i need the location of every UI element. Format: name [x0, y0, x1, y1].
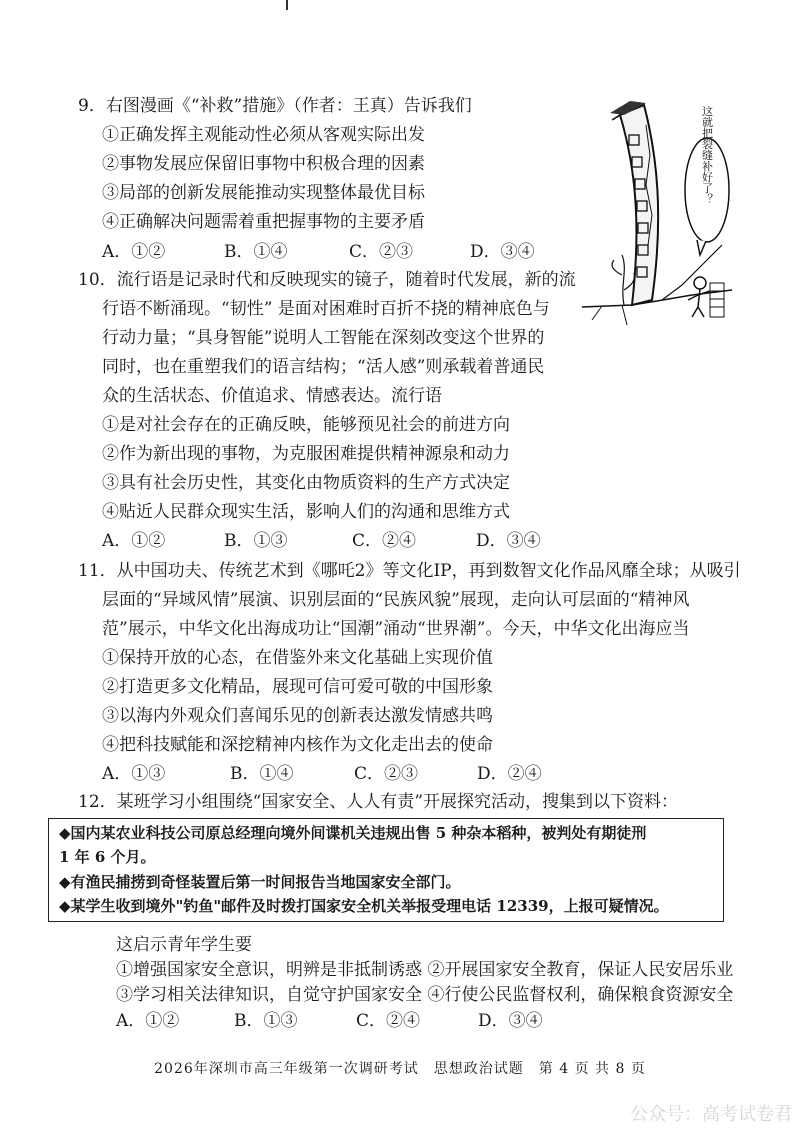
page-footer: 2026年深圳市高三年级第一次调研考试 思想政治试题 第 4 页 共 8 页	[154, 1061, 646, 1077]
q12-material-3: ◆某学生收到境外"钓鱼"邮件及时拨打国家安全机关举报受理电话 12339，上报可疑情况。	[59, 897, 669, 915]
q9-option-a[interactable]: A．①②	[102, 242, 166, 262]
q11-item-3: ③以海内外观众们喜闻乐见的创新表达激发情感共鸣	[102, 706, 493, 726]
q11-option-d[interactable]: D．②④	[477, 764, 542, 784]
watermark: 公众号：高考试卷君	[630, 1104, 792, 1125]
q10-item-2: ②作为新出现的事物，为克服困难提供精神源泉和动力	[102, 444, 510, 464]
q9-stem: 9．右图漫画《“补救”措施》（作者：王真）告诉我们	[78, 96, 472, 116]
bubble-text: 这就把裂缝补好了？	[700, 105, 714, 205]
q11-item-4: ④把科技赋能和深挖精神内核作为文化走出去的使命	[102, 735, 493, 755]
q10-item-3: ③具有社会历史性，其变化由物质资料的生产方式决定	[102, 473, 510, 493]
q10-stem-line-5: 众的生活状态、价值追求、情感表达。流行语	[102, 386, 442, 406]
q10-option-b[interactable]: B．①③	[224, 531, 288, 551]
q12-items-line-1: ①增强国家安全意识，明辨是非抵制诱惑 ②开展国家安全教育，保证人民安居乐业	[116, 960, 734, 980]
q10-options	[0, 529, 800, 553]
q11-item-1: ①保持开放的心态，在借鉴外来文化基础上实现价值	[102, 648, 493, 668]
q10-stem-line-1: 10．流行语是记录时代和反映现实的镜子，随着时代发展，新的流	[78, 270, 576, 290]
q12-material-1: ◆国内某农业科技公司原总经理向境外间谍机关违规出售 5 种杂本稻种，被判处有期徒刑	[59, 824, 647, 842]
q9-item-3: ③局部的创新发展能推动实现整体最优目标	[102, 183, 425, 203]
q10-stem-line-4: 同时，也在重塑我们的语言结构；“活人感”则承载着普通民	[102, 357, 545, 377]
q9-item-1: ①正确发挥主观能动性必须从客观实际出发	[102, 125, 425, 145]
q9-option-b[interactable]: B．①④	[224, 242, 288, 262]
q12-option-d[interactable]: D．③④	[478, 1011, 543, 1031]
q11-item-2: ②打造更多文化精品，展现可信可爱可敬的中国形象	[102, 677, 493, 697]
q10-option-a[interactable]: A．①②	[102, 531, 166, 551]
q9-item-2: ②事物发展应保留旧事物中积极合理的因素	[102, 154, 425, 174]
q10-stem-line-2: 行语不断涌现。“韧性” 是面对困难时百折不挠的精神底色与	[102, 299, 550, 319]
speech-bubble	[685, 105, 729, 255]
q10-item-1: ①是对社会存在的正确反映，能够预见社会的前进方向	[102, 415, 510, 435]
scan-mark	[286, 0, 288, 10]
q12-options	[0, 1009, 800, 1033]
q11-stem-line-1: 11．从中国功夫、传统艺术到《哪吒2》等文化IP，再到数智文化作品风靡全球；从吸引	[78, 561, 741, 581]
q12-option-c[interactable]: C．②④	[356, 1011, 421, 1031]
q12-items-line-2: ③学习相关法律知识，自觉守护国家安全 ④行使公民监督权利，确保粮食资源安全	[116, 985, 734, 1005]
plant	[612, 255, 634, 305]
q11-option-c[interactable]: C．②③	[354, 764, 419, 784]
q11-stem-line-3: 范”展示，中华文化出海成功让“国潮”涌动“世界潮”。今天，中华文化出海应当	[102, 619, 690, 639]
q12-material-box	[48, 818, 724, 922]
q11-options	[0, 762, 800, 786]
q10-stem-line-3: 行动力量；“具身智能”说明人工智能在深刻改变这个世界的	[102, 328, 545, 348]
q10-option-c[interactable]: C．②④	[352, 531, 417, 551]
cartoon-illustration	[572, 95, 737, 340]
worker-figure	[688, 277, 724, 317]
q9-option-d[interactable]: D．③④	[470, 242, 535, 262]
q12-option-b[interactable]: B．①③	[234, 1011, 298, 1031]
q12-stem: 12．某班学习小组围绕“国家安全、人人有责”开展探究活动，搜集到以下资料：	[78, 792, 679, 812]
q10-item-4: ④贴近人民群众现实生活，影响人们的沟通和思维方式	[102, 502, 510, 522]
q10-option-d[interactable]: D．③④	[476, 531, 541, 551]
q11-stem-line-2: 层面的“异域风情”展演、识别层面的“民族风貌”展现，走向认可层面的“精神风	[102, 590, 690, 610]
q12-prompt: 这启示青年学生要	[116, 935, 252, 955]
q12-material-1-cont: 1 年 6 个月。	[59, 848, 156, 866]
q12-material-2: ◆有渔民捕捞到奇怪装置后第一时间报告当地国家安全部门。	[59, 873, 461, 891]
q9-option-c[interactable]: C．②③	[349, 242, 414, 262]
q12-option-a[interactable]: A．①②	[116, 1011, 180, 1031]
q11-option-b[interactable]: B．①④	[230, 764, 294, 784]
q11-option-a[interactable]: A．①③	[102, 764, 166, 784]
q9-item-4: ④正确解决问题需着重把握事物的主要矛盾	[102, 212, 425, 232]
